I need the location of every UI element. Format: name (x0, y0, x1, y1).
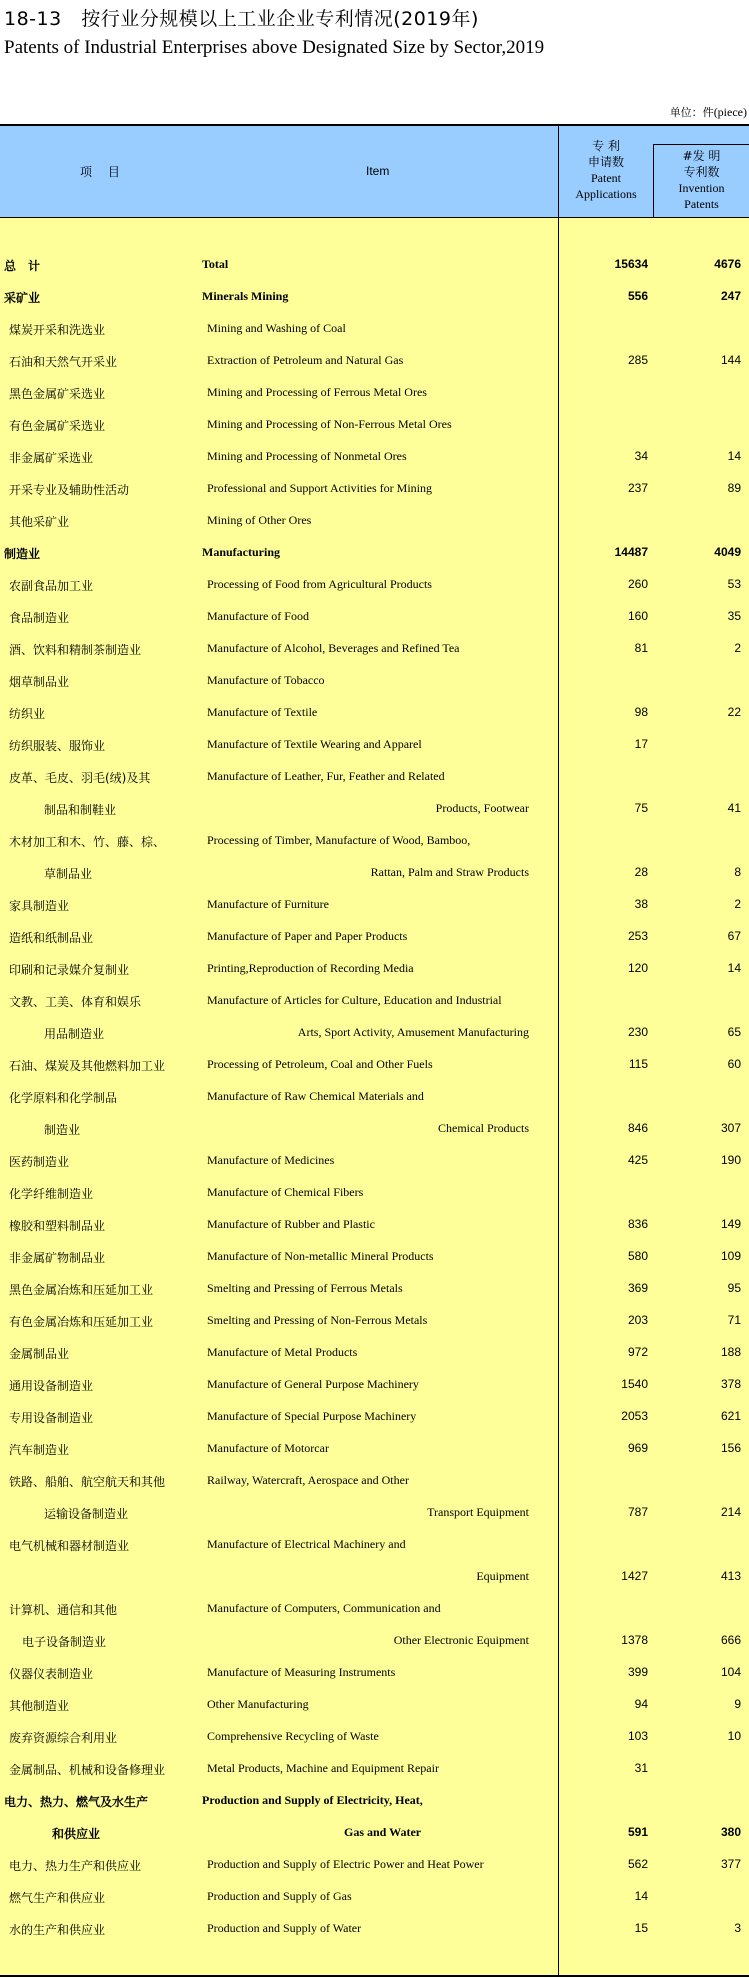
cell-invention-patents: 190 (720, 1153, 741, 1167)
column-divider-2 (653, 144, 654, 217)
row-name-cn: 废弃资源综合利用业 (9, 1731, 118, 1745)
cell-invention-patents: 377 (720, 1857, 741, 1871)
table-row (0, 409, 749, 441)
cell-patent-applications: 399 (627, 1665, 648, 1679)
table-row (0, 1241, 749, 1273)
row-name-cn: 采矿业 (4, 291, 41, 305)
cell-patent-applications: 160 (627, 609, 648, 623)
table-row (0, 1145, 749, 1177)
table-row (0, 345, 749, 377)
row-name-cn: 铁路、船舶、航空航天和其他 (9, 1475, 166, 1489)
cell-patent-applications: 203 (627, 1313, 648, 1327)
row-name-cn: 石油、煤炭及其他燃料加工业 (9, 1059, 166, 1073)
row-name-en: Production and Supply of Water (207, 1921, 362, 1935)
page-title-en: Patents of Industrial Enterprises above Designated Size by Sector,2019 (4, 37, 545, 58)
header-patent-en-1: Patent (591, 171, 621, 185)
cell-patent-applications: 580 (627, 1249, 648, 1263)
table-row (0, 665, 749, 697)
header-invention-patents (654, 148, 749, 212)
row-name-en: Other Manufacturing (207, 1697, 309, 1711)
row-name-en: Manufacture of Special Purpose Machinery (207, 1409, 417, 1423)
cell-patent-applications: 846 (627, 1121, 648, 1135)
cell-invention-patents: 53 (727, 577, 741, 591)
table-row (0, 857, 749, 889)
cell-patent-applications: 260 (627, 577, 648, 591)
table-row (0, 1273, 749, 1305)
row-name-cn: 黑色金属冶炼和压延加工业 (9, 1283, 154, 1297)
row-name-en: Manufacture of Leather, Fur, Feather and Related (207, 769, 445, 783)
row-name-en: Mining and Processing of Non-Ferrous Metal Ores (207, 417, 452, 431)
cell-patent-applications: 2053 (621, 1409, 648, 1423)
row-name-cn: 通用设备制造业 (9, 1379, 94, 1393)
table-row (0, 601, 749, 633)
cell-invention-patents: 188 (720, 1345, 741, 1359)
row-name-cn: 制品和制鞋业 (44, 803, 117, 817)
cell-patent-applications: 230 (627, 1025, 648, 1039)
table-row (0, 1657, 749, 1689)
cell-invention-patents: 2 (734, 897, 741, 911)
cell-patent-applications: 15634 (614, 257, 648, 271)
cell-patent-applications: 1378 (621, 1633, 648, 1647)
row-name-cn: 文教、工美、体育和娱乐 (9, 995, 142, 1009)
cell-patent-applications: 591 (627, 1825, 648, 1839)
row-name-cn: 计算机、通信和其他 (9, 1603, 118, 1617)
cell-invention-patents: 307 (720, 1121, 741, 1135)
row-name-cn: 化学原料和化学制品 (9, 1091, 118, 1105)
table-row (0, 1113, 749, 1145)
header-patent-cn-1: 专 利 (592, 139, 620, 153)
cell-invention-patents: 156 (720, 1441, 741, 1455)
row-name-en: Products, Footwear (435, 801, 529, 815)
cell-patent-applications: 285 (627, 353, 648, 367)
row-name-cn: 汽车制造业 (9, 1443, 70, 1457)
row-name-cn: 总 计 (4, 259, 41, 273)
header-invention-en-2: Patents (684, 197, 719, 211)
table-row (0, 1817, 749, 1849)
table-row (0, 633, 749, 665)
row-name-cn: 印刷和记录媒介复制业 (9, 963, 130, 977)
row-name-cn: 电子设备制造业 (22, 1635, 107, 1649)
cell-patent-applications: 562 (627, 1857, 648, 1871)
cell-patent-applications: 14 (634, 1889, 648, 1903)
table-row (0, 1337, 749, 1369)
cell-patent-applications: 969 (627, 1441, 648, 1455)
row-name-en: Mining of Other Ores (207, 513, 312, 527)
row-name-en: Manufacture of Raw Chemical Materials and (207, 1089, 424, 1103)
table-row (0, 313, 749, 345)
row-name-cn: 电力、热力生产和供应业 (9, 1859, 142, 1873)
row-name-en: Smelting and Pressing of Ferrous Metals (207, 1281, 403, 1295)
table-row (0, 1689, 749, 1721)
row-name-en: Railway, Watercraft, Aerospace and Other (207, 1473, 409, 1487)
cell-invention-patents: 60 (727, 1057, 741, 1071)
table-row (0, 1369, 749, 1401)
cell-invention-patents: 214 (720, 1505, 741, 1519)
row-name-en: Mining and Washing of Coal (207, 321, 346, 335)
row-name-en: Extraction of Petroleum and Natural Gas (207, 353, 404, 367)
table-row (0, 1433, 749, 1465)
row-name-en: Printing,Reproduction of Recording Media (207, 961, 414, 975)
table-row (0, 697, 749, 729)
table-row (0, 1465, 749, 1497)
table-row (0, 1209, 749, 1241)
cell-invention-patents: 104 (720, 1665, 741, 1679)
table-row (0, 825, 749, 857)
page-title-cn: 18-13 按行业分规模以上工业企业专利情况(2019年) (4, 8, 479, 30)
table-row (0, 1913, 749, 1945)
unit-label-cn: 单位：件 (669, 106, 714, 119)
cell-invention-patents: 109 (720, 1249, 741, 1263)
row-name-en: Manufacture of Metal Products (207, 1345, 358, 1359)
row-name-en: Manufacture of Food (207, 609, 309, 623)
cell-invention-patents: 378 (720, 1377, 741, 1391)
row-name-cn: 食品制造业 (9, 611, 70, 625)
row-name-cn: 其他采矿业 (9, 515, 70, 529)
row-name-en: Processing of Petroleum, Coal and Other Fuels (207, 1057, 433, 1071)
table-row (0, 505, 749, 537)
row-name-en: Metal Products, Machine and Equipment Repair (207, 1761, 439, 1775)
table-row (0, 249, 749, 281)
cell-invention-patents: 8 (734, 865, 741, 879)
row-name-cn: 酒、饮料和精制茶制造业 (9, 643, 142, 657)
row-name-cn: 有色金属矿采选业 (9, 419, 106, 433)
table-row (0, 281, 749, 313)
row-name-en: Production and Supply of Gas (207, 1889, 352, 1903)
cell-patent-applications: 75 (634, 801, 648, 815)
cell-invention-patents: 67 (727, 929, 741, 943)
table-row (0, 761, 749, 793)
row-name-cn: 有色金属冶炼和压延加工业 (9, 1315, 154, 1329)
row-name-cn: 化学纤维制造业 (9, 1187, 94, 1201)
cell-patent-applications: 103 (627, 1729, 648, 1743)
cell-patent-applications: 14487 (614, 545, 648, 559)
row-name-en: Manufacture of Furniture (207, 897, 329, 911)
row-name-cn: 农副食品加工业 (9, 579, 94, 593)
row-name-cn: 非金属矿采选业 (9, 451, 94, 465)
table-row (0, 1529, 749, 1561)
row-name-cn: 煤炭开采和洗选业 (9, 323, 106, 337)
row-name-en: Chemical Products (438, 1121, 529, 1135)
table-row (0, 441, 749, 473)
table-row (0, 1049, 749, 1081)
row-name-en: Mining and Processing of Nonmetal Ores (207, 449, 407, 463)
row-name-en: Manufacture of Electrical Machinery and (207, 1537, 406, 1551)
header-invention-cn-1: #发 明 (682, 149, 721, 163)
row-name-cn: 石油和天然气开采业 (9, 355, 118, 369)
row-name-en: Processing of Food from Agricultural Products (207, 577, 432, 591)
table-row (0, 921, 749, 953)
table-row (0, 1785, 749, 1817)
row-name-cn: 制造业 (44, 1123, 81, 1137)
row-name-cn: 其他制造业 (9, 1699, 70, 1713)
header-item-en: Item (366, 164, 390, 178)
cell-patent-applications: 17 (634, 737, 648, 751)
cell-invention-patents: 3 (734, 1921, 741, 1935)
row-name-cn: 烟草制品业 (9, 675, 70, 689)
cell-patent-applications: 972 (627, 1345, 648, 1359)
table-row (0, 1881, 749, 1913)
cell-invention-patents: 35 (727, 609, 741, 623)
bottom-rule (0, 1975, 749, 1977)
header-invention-cn-2: 专利数 (683, 165, 720, 179)
table-row (0, 1561, 749, 1593)
row-name-en: Manufacture of Computers, Communication and (207, 1601, 441, 1615)
table-row (0, 985, 749, 1017)
cell-patent-applications: 237 (627, 481, 648, 495)
row-name-cn: 造纸和纸制品业 (9, 931, 94, 945)
table-row (0, 537, 749, 569)
cell-invention-patents: 14 (727, 961, 741, 975)
cell-invention-patents: 22 (727, 705, 741, 719)
row-name-cn: 燃气生产和供应业 (9, 1891, 106, 1905)
row-name-cn: 纺织服装、服饰业 (9, 739, 106, 753)
row-name-en: Manufacture of Articles for Culture, Education and Industrial (207, 993, 502, 1007)
cell-invention-patents: 41 (727, 801, 741, 815)
row-name-en: Manufacture of Chemical Fibers (207, 1185, 364, 1199)
cell-invention-patents: 413 (720, 1569, 741, 1583)
header-invention-en-1: Invention (678, 181, 725, 195)
unit-label-en: (piece) (713, 105, 747, 119)
cell-patent-applications: 836 (627, 1217, 648, 1231)
table-row (0, 1721, 749, 1753)
cell-invention-patents: 380 (720, 1825, 741, 1839)
cell-patent-applications: 34 (634, 449, 648, 463)
row-name-cn: 专用设备制造业 (9, 1411, 94, 1425)
row-name-cn: 仪器仪表制造业 (9, 1667, 94, 1681)
row-name-cn: 电力、热力、燃气及水生产 (4, 1795, 149, 1809)
row-name-en: Manufacture of Textile (207, 705, 318, 719)
table-row (0, 1497, 749, 1529)
row-name-en: Other Electronic Equipment (393, 1633, 529, 1647)
row-name-cn: 运输设备制造业 (44, 1507, 129, 1521)
cell-invention-patents: 71 (727, 1313, 741, 1327)
row-name-en: Manufacture of Alcohol, Beverages and Refined Tea (207, 641, 460, 655)
row-name-cn: 用品制造业 (44, 1027, 105, 1041)
table-row (0, 1849, 749, 1881)
table-row (0, 1305, 749, 1337)
table-row (0, 953, 749, 985)
row-name-en: Manufacture of Textile Wearing and Apparel (207, 737, 422, 751)
row-name-en: Manufacturing (202, 545, 280, 559)
row-name-cn: 非金属矿物制品业 (9, 1251, 106, 1265)
table-row (0, 1753, 749, 1785)
cell-invention-patents: 9 (734, 1697, 741, 1711)
row-name-cn: 金属制品业 (9, 1347, 70, 1361)
cell-patent-applications: 369 (627, 1281, 648, 1295)
cell-patent-applications: 115 (628, 1057, 648, 1071)
row-name-en: Manufacture of Measuring Instruments (207, 1665, 396, 1679)
table-row (0, 473, 749, 505)
cell-patent-applications: 28 (634, 865, 648, 879)
table-row (0, 1177, 749, 1209)
cell-invention-patents: 666 (720, 1633, 741, 1647)
row-name-en: Processing of Timber, Manufacture of Wood, Bamboo, (207, 833, 471, 847)
row-name-en: Mining and Processing of Ferrous Metal Ores (207, 385, 427, 399)
cell-patent-applications: 81 (634, 641, 648, 655)
row-name-en: Comprehensive Recycling of Waste (207, 1729, 379, 1743)
row-name-en: Manufacture of Non-metallic Mineral Products (207, 1249, 434, 1263)
table-row (0, 793, 749, 825)
row-name-cn: 黑色金属矿采选业 (9, 387, 106, 401)
cell-patent-applications: 15 (634, 1921, 648, 1935)
row-name-en: Arts, Sport Activity, Amusement Manufacturing (297, 1025, 529, 1039)
row-name-en: Equipment (476, 1569, 529, 1583)
table-row (0, 1625, 749, 1657)
header-item-cn: 项 目 (80, 165, 126, 179)
cell-patent-applications: 38 (634, 897, 648, 911)
cell-patent-applications: 787 (627, 1505, 648, 1519)
row-name-en: Manufacture of General Purpose Machinery (207, 1377, 419, 1391)
row-name-cn: 制造业 (4, 547, 41, 561)
cell-invention-patents: 621 (720, 1409, 741, 1423)
cell-invention-patents: 14 (727, 449, 741, 463)
cell-invention-patents: 65 (727, 1025, 741, 1039)
header-patent-en-2: Applications (575, 187, 637, 201)
row-name-en: Transport Equipment (427, 1505, 529, 1519)
cell-invention-patents: 95 (727, 1281, 741, 1295)
row-name-cn: 纺织业 (9, 707, 46, 721)
table-row (0, 569, 749, 601)
row-name-cn: 橡胶和塑料制品业 (9, 1219, 106, 1233)
row-name-en: Manufacture of Motorcar (207, 1441, 329, 1455)
table-row (0, 729, 749, 761)
row-name-cn: 金属制品、机械和设备修理业 (9, 1763, 166, 1777)
row-name-en: Total (202, 257, 229, 271)
unit-label (670, 104, 747, 120)
header-patent-applications (559, 138, 653, 202)
table-row (0, 1017, 749, 1049)
cell-invention-patents: 4049 (714, 545, 741, 559)
row-name-en: Manufacture of Rubber and Plastic (207, 1217, 375, 1231)
row-name-en: Manufacture of Tobacco (207, 673, 325, 687)
table-row (0, 1081, 749, 1113)
cell-invention-patents: 247 (720, 289, 741, 303)
row-name-en: Minerals Mining (202, 289, 289, 303)
cell-patent-applications: 31 (634, 1761, 648, 1775)
row-name-en: Gas and Water (344, 1825, 422, 1839)
cell-invention-patents: 2 (734, 641, 741, 655)
row-name-en: Manufacture of Medicines (207, 1153, 335, 1167)
row-name-cn: 医药制造业 (9, 1155, 70, 1169)
row-name-en: Production and Supply of Electric Power and Heat Power (207, 1857, 484, 1871)
cell-patent-applications: 1540 (621, 1377, 648, 1391)
header-subrule (653, 144, 749, 145)
cell-invention-patents: 89 (727, 481, 741, 495)
row-name-cn: 木材加工和木、竹、藤、棕、 (9, 835, 166, 849)
table-row (0, 1401, 749, 1433)
table-row (0, 1593, 749, 1625)
cell-patent-applications: 94 (634, 1697, 648, 1711)
row-name-cn: 电气机械和器材制造业 (9, 1539, 130, 1553)
row-name-en: Production and Supply of Electricity, Heat, (202, 1793, 423, 1807)
cell-patent-applications: 98 (634, 705, 648, 719)
row-name-en: Smelting and Pressing of Non-Ferrous Metals (207, 1313, 428, 1327)
row-name-cn: 家具制造业 (9, 899, 70, 913)
cell-patent-applications: 1427 (621, 1569, 648, 1583)
row-name-en: Professional and Support Activities for Mining (207, 481, 432, 495)
cell-invention-patents: 4676 (714, 257, 741, 271)
cell-patent-applications: 556 (627, 289, 648, 303)
header-patent-cn-2: 申请数 (587, 155, 624, 169)
cell-patent-applications: 120 (627, 961, 648, 975)
table-row (0, 889, 749, 921)
row-name-en: Rattan, Palm and Straw Products (370, 865, 529, 879)
row-name-cn: 皮革、毛皮、羽毛(绒)及其 (9, 771, 151, 785)
cell-invention-patents: 144 (720, 353, 741, 367)
cell-invention-patents: 149 (720, 1217, 741, 1231)
row-name-en: Manufacture of Paper and Paper Products (207, 929, 408, 943)
cell-invention-patents: 10 (727, 1729, 741, 1743)
cell-patent-applications: 253 (627, 929, 648, 943)
table-row (0, 377, 749, 409)
row-name-cn: 草制品业 (44, 867, 93, 881)
row-name-cn: 开采专业及辅助性活动 (9, 483, 130, 497)
row-name-cn: 水的生产和供应业 (9, 1923, 106, 1937)
row-name-cn: 和供应业 (52, 1827, 101, 1841)
cell-patent-applications: 425 (627, 1153, 648, 1167)
